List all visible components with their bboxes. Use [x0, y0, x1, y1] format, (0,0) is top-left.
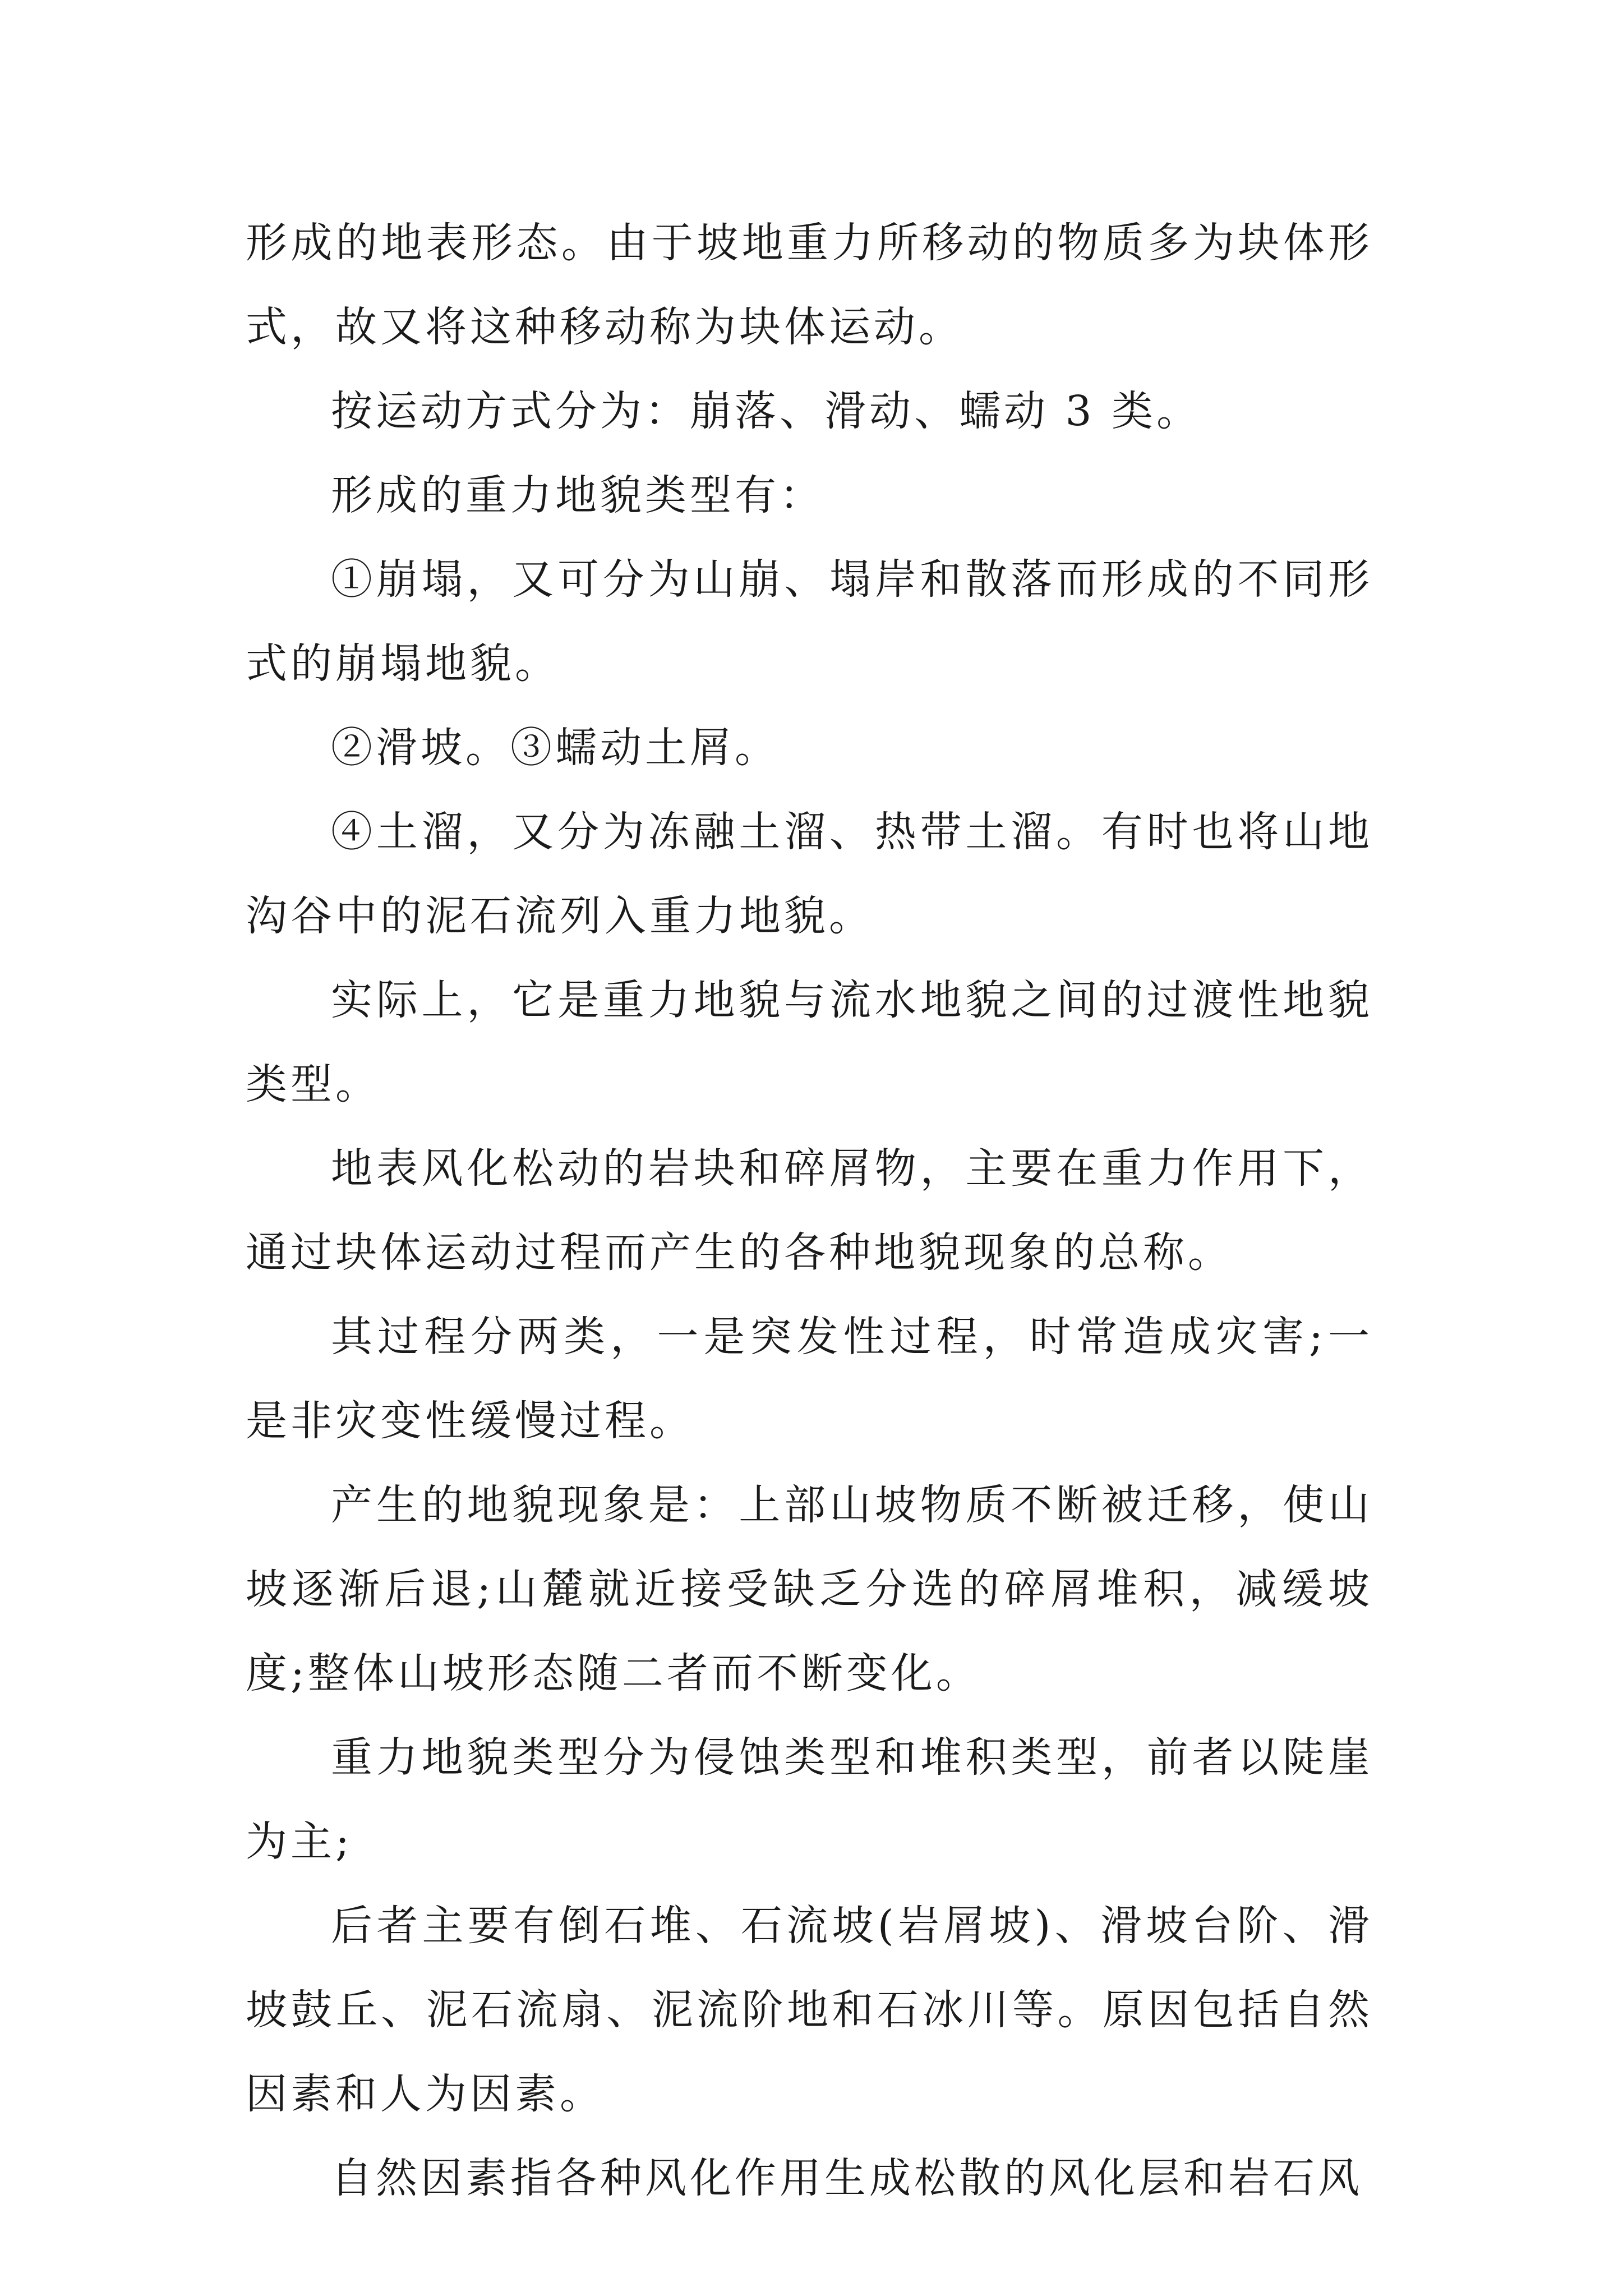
- paragraph-10: 产生的地貌现象是：上部山坡物质不断被迁移，使山坡逐渐后退;山麓就近接受缺乏分选的碎屑堆积，减缓坡度;整体山坡形态随二者而不断变化。: [246, 1481, 1373, 1697]
- paragraph-5: ②滑坡。③蠕动土屑。: [331, 724, 780, 772]
- paragraph-2: 按运动方式分为：崩落、滑动、蠕动 3 类。: [331, 387, 1202, 435]
- paragraph-8: 地表风化松动的岩块和碎屑物，主要在重力作用下，通过块体运动过程而产生的各种地貌现象的总称。: [246, 1144, 1373, 1277]
- paragraph-6: ④土溜，又分为冻融土溜、热带土溜。有时也将山地沟谷中的泥石流列入重力地貌。: [246, 808, 1373, 940]
- paragraph-3: 形成的重力地貌类型有：: [331, 471, 824, 519]
- paragraph-12: 后者主要有倒石堆、石流坡(岩屑坡)、滑坡台阶、滑坡鼓丘、泥石流扇、泥流阶地和石冰川等。原因包括自然因素和人为因素。: [246, 1902, 1373, 2118]
- paragraph-1: 形成的地表形态。由于坡地重力所移动的物质多为块体形式，故又将这种移动称为块体运动。: [246, 219, 1373, 351]
- document-body: [246, 201, 1373, 2220]
- paragraph-11: 重力地貌类型分为侵蚀类型和堆积类型，前者以陡崖为主;: [246, 1733, 1373, 1866]
- paragraph-13: 自然因素指各种风化作用生成松散的风化层和岩石风: [331, 2154, 1363, 2202]
- paragraph-9: 其过程分两类，一是突发性过程，时常造成灾害;一是非灾变性缓慢过程。: [246, 1313, 1373, 1445]
- paragraph-7: 实际上，它是重力地貌与流水地貌之间的过渡性地貌类型。: [246, 976, 1373, 1108]
- paragraph-4: ①崩塌，又可分为山崩、塌岸和散落而形成的不同形式的崩塌地貌。: [246, 555, 1373, 688]
